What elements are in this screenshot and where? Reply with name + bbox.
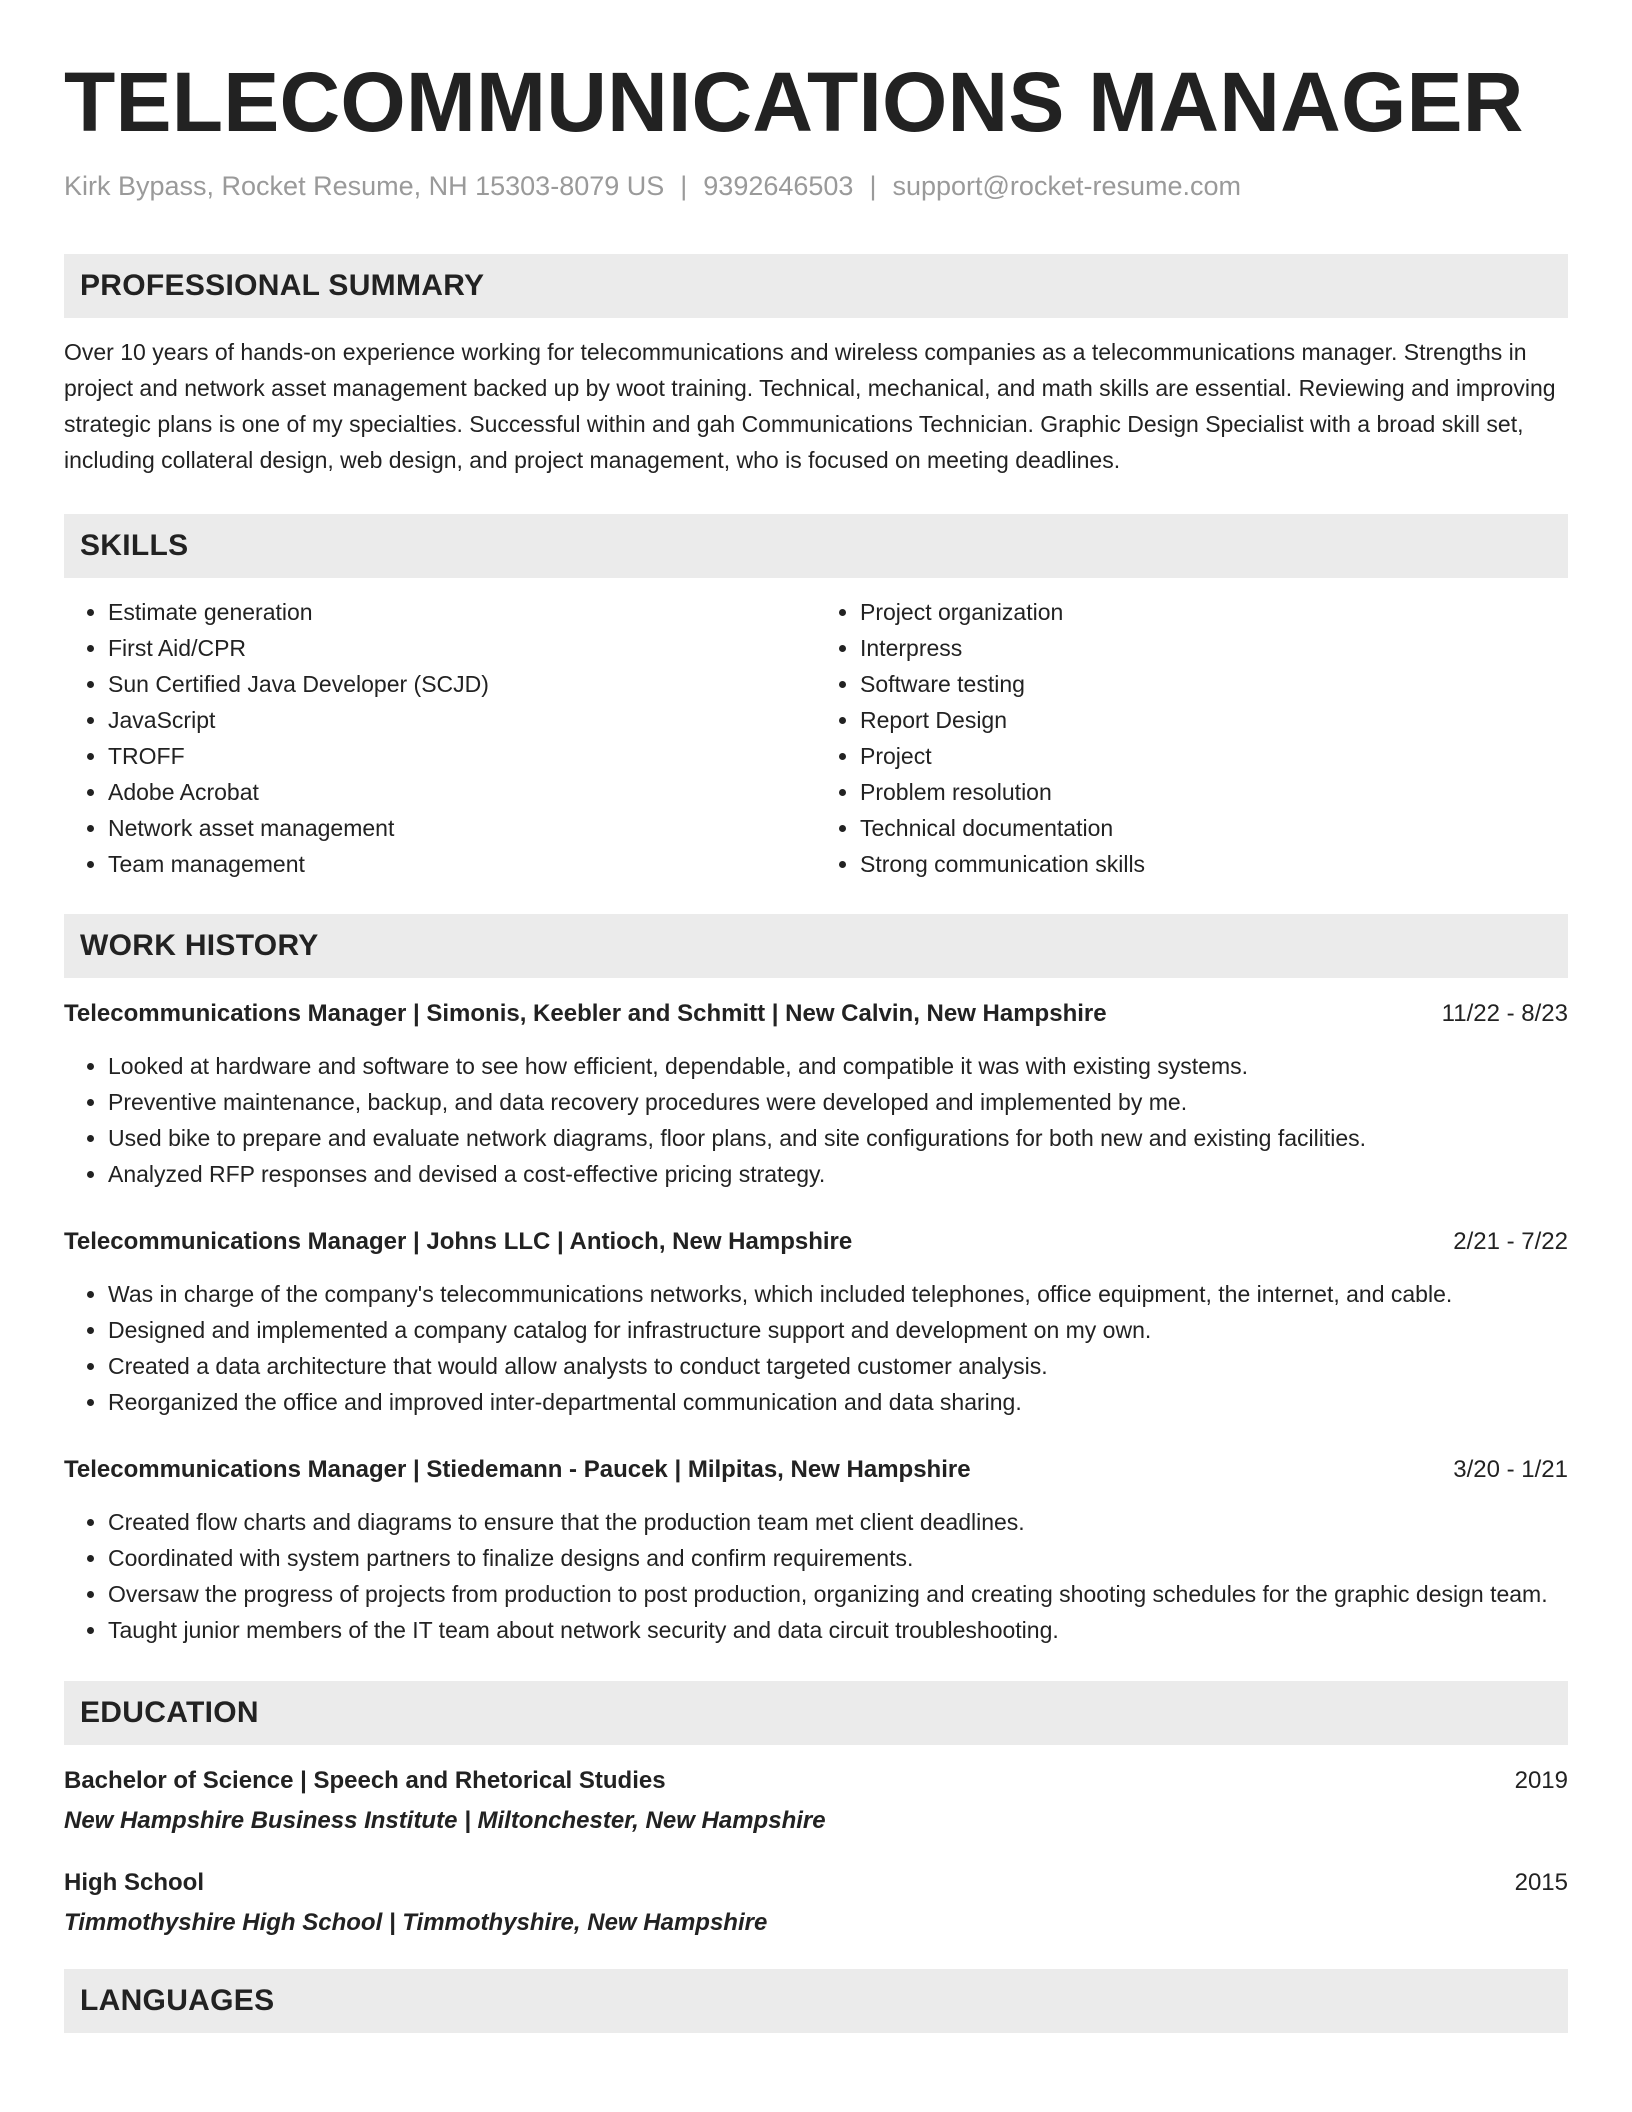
skill-item: • Sun Certified Java Developer (SCJD) xyxy=(108,666,816,702)
job-entry xyxy=(64,1452,1568,1648)
job-bullets xyxy=(64,1504,1568,1648)
skill-item: • TROFF xyxy=(108,738,816,774)
skills-column-right xyxy=(816,594,1568,882)
job-bullet: • Taught junior members of the IT team about network security and data circuit troubleshooting. xyxy=(108,1612,1568,1648)
section-header-skills: SKILLS xyxy=(64,514,1568,578)
education-entry xyxy=(64,1865,1568,1941)
section-header-work-history: WORK HISTORY xyxy=(64,914,1568,978)
skill-item: • Interpress xyxy=(860,630,1568,666)
skills-column-left xyxy=(64,594,816,882)
job-title: Telecommunications Manager | Stiedemann - Paucek | Milpitas, New Hampshire xyxy=(64,1456,971,1483)
job-bullet: • Analyzed RFP responses and devised a cost-effective pricing strategy. xyxy=(108,1156,1568,1192)
job-bullet: • Coordinated with system partners to finalize designs and confirm requirements. xyxy=(108,1540,1568,1576)
job-bullet: • Oversaw the progress of projects from production to post production, organizing and creating shooting schedules for the graphic design team. xyxy=(108,1576,1568,1612)
education-school: New Hampshire Business Institute | Miltonchester, New Hampshire xyxy=(64,1807,826,1834)
skill-item: • Network asset management xyxy=(108,810,816,846)
contact-separator: | xyxy=(680,171,688,201)
section-header-languages: LANGUAGES xyxy=(64,1969,1568,2033)
contact-separator: | xyxy=(869,171,877,201)
education-header xyxy=(64,1763,1568,1799)
skill-item: • Estimate generation xyxy=(108,594,816,630)
skills-list xyxy=(64,594,1568,882)
contact-phone: 9392646503 xyxy=(703,171,854,201)
education-degree: High School xyxy=(64,1869,204,1896)
job-entry xyxy=(64,1224,1568,1420)
job-bullet: • Used bike to prepare and evaluate network diagrams, floor plans, and site configurations for both new and existing facilities. xyxy=(108,1120,1568,1156)
skill-item: • Software testing xyxy=(860,666,1568,702)
job-bullet: • Preventive maintenance, backup, and data recovery procedures were developed and implemented by me. xyxy=(108,1084,1568,1120)
job-dates: 3/20 - 1/21 xyxy=(1453,1456,1568,1483)
job-header xyxy=(64,1452,1568,1488)
education-header xyxy=(64,1865,1568,1901)
job-bullet: • Created flow charts and diagrams to ensure that the production team met client deadlines. xyxy=(108,1504,1568,1540)
job-bullet: • Was in charge of the company's telecommunications networks, which included telephones, office equipment, the internet, and cable. xyxy=(108,1276,1568,1312)
education-school: Timmothyshire High School | Timmothyshire, New Hampshire xyxy=(64,1909,768,1936)
job-dates: 2/21 - 7/22 xyxy=(1453,1228,1568,1255)
job-bullets xyxy=(64,1276,1568,1420)
skill-item: • Adobe Acrobat xyxy=(108,774,816,810)
job-title: Telecommunications Manager | Simonis, Keebler and Schmitt | New Calvin, New Hampshire xyxy=(64,1000,1107,1027)
skill-item: • Strong communication skills xyxy=(860,846,1568,882)
job-bullet: • Looked at hardware and software to see how efficient, dependable, and compatible it was with existing systems. xyxy=(108,1048,1568,1084)
job-bullet: • Created a data architecture that would allow analysts to conduct targeted customer analysis. xyxy=(108,1348,1568,1384)
job-dates: 11/22 - 8/23 xyxy=(1441,1000,1568,1027)
skill-item: • Problem resolution xyxy=(860,774,1568,810)
contact-email: support@rocket-resume.com xyxy=(892,171,1241,201)
job-title: Telecommunications Manager | Johns LLC | Antioch, New Hampshire xyxy=(64,1228,853,1255)
job-header xyxy=(64,996,1568,1032)
skill-item: • Project xyxy=(860,738,1568,774)
education-degree: Bachelor of Science | Speech and Rhetorical Studies xyxy=(64,1767,666,1794)
education-year: 2015 xyxy=(1514,1869,1568,1896)
summary-text: Over 10 years of hands-on experience working for telecommunications and wireless companies as a telecommunications manager. Strengths in project and network asset management backed up by woot training. Technical, mechanical, and math skills are essential. Reviewing and improving strategic plans is one of my specialties. Successful within and gah Communications Technician. Graphic Design Specialist with a broad skill set, including collateral design, web design, and project management, who is focused on meeting deadlines. xyxy=(64,339,1556,473)
contact-line xyxy=(64,168,1568,204)
contact-address: Kirk Bypass, Rocket Resume, NH 15303-8079 US xyxy=(64,171,665,201)
job-bullets xyxy=(64,1048,1568,1192)
skill-item: • Project organization xyxy=(860,594,1568,630)
education-year: 2019 xyxy=(1514,1767,1568,1794)
skill-item: • Technical documentation xyxy=(860,810,1568,846)
section-header-summary: PROFESSIONAL SUMMARY xyxy=(64,254,1568,318)
job-entry xyxy=(64,996,1568,1192)
job-bullet: • Reorganized the office and improved inter-departmental communication and data sharing. xyxy=(108,1384,1568,1420)
education-entry xyxy=(64,1763,1568,1839)
skill-item: • Report Design xyxy=(860,702,1568,738)
job-header xyxy=(64,1224,1568,1260)
resume-name: TELECOMMUNICATIONS MANAGER xyxy=(64,55,1524,149)
job-bullet: • Designed and implemented a company catalog for infrastructure support and development on my own. xyxy=(108,1312,1568,1348)
skill-item: • JavaScript xyxy=(108,702,816,738)
section-header-education: EDUCATION xyxy=(64,1681,1568,1745)
skill-item: • Team management xyxy=(108,846,816,882)
skill-item: • First Aid/CPR xyxy=(108,630,816,666)
